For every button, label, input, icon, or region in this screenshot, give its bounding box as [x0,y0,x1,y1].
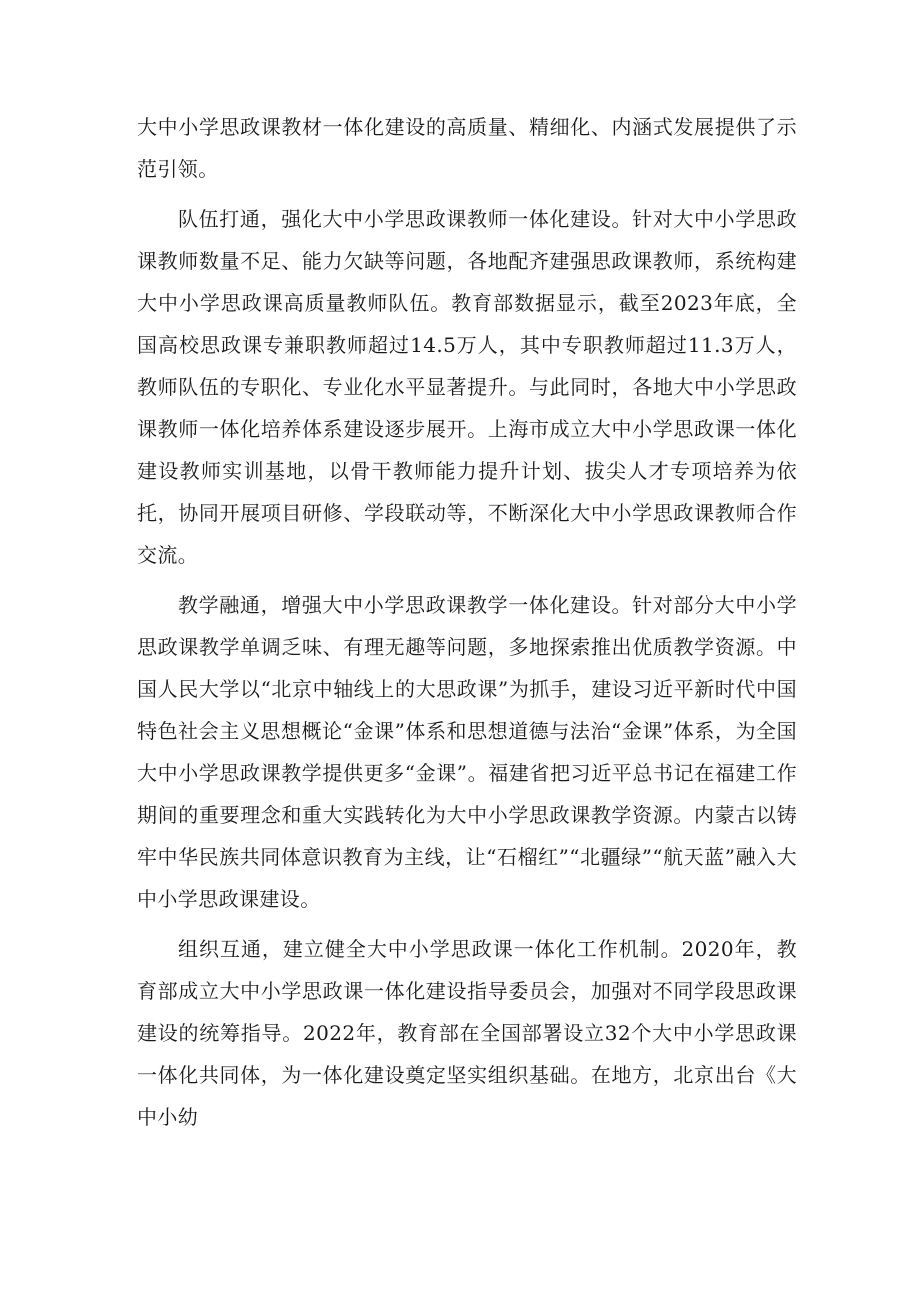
paragraph-continuation: 大中小学思政课教材一体化建设的高质量、精细化、内涵式发展提供了示范引领。 [137,115,797,181]
paragraph-teacher-team: 队伍打通，强化大中小学思政课教师一体化建设。针对大中小学思政课教师数量不足、能力欠缺等问题，各地配齐建强思政课教师，系统构建大中小学思政课高质量教师队伍。教育部数据显示，截至2023年底，全国高校思政课专兼职教师超过14.5万人，其中专职教师超过11.3万人，教师队伍的专职化、专业化水平显著提升。与此同时，各地大中小学思政课教师一体化培养体系建设逐步展开。上海市成立大中小学思政课一体化建设教师实训基地，以骨干教师能力提升计划、拔尖人才专项培养为依托，协同开展项目研修、学段联动等，不断深化大中小学思政课教师合作交流。 [137,207,797,567]
document-body [137,106,797,1146]
paragraph-teaching-integration: 教学融通，增强大中小学思政课教学一体化建设。针对部分大中小学思政课教学单调乏味、有理无趣等问题，多地探索推出优质教学资源。中国人民大学以“北京中轴线上的大思政课”为抓手，建设习近平新时代中国特色社会主义思想概论“金课”体系和思想道德与法治“金课”体系，为全国大中小学思政课教学提供更多“金课”。福建省把习近平总书记在福建工作期间的重要理念和重大实践转化为大中小学思政课教学资源。内蒙古以铸牢中华民族共同体意识教育为主线，让“石榴红”“北疆绿”“航天蓝”融入大中小学思政课建设。 [137,593,797,911]
paragraph-organization-mechanism: 组织互通，建立健全大中小学思政课一体化工作机制。2020年，教育部成立大中小学思政课一体化建设指导委员会，加强对不同学段思政课建设的统筹指导。2022年，教育部在全国部署设立32个大中小学思政课一体化共同体，为一体化建设奠定坚实组织基础。在地方，北京出台《大中小幼 [137,937,797,1129]
